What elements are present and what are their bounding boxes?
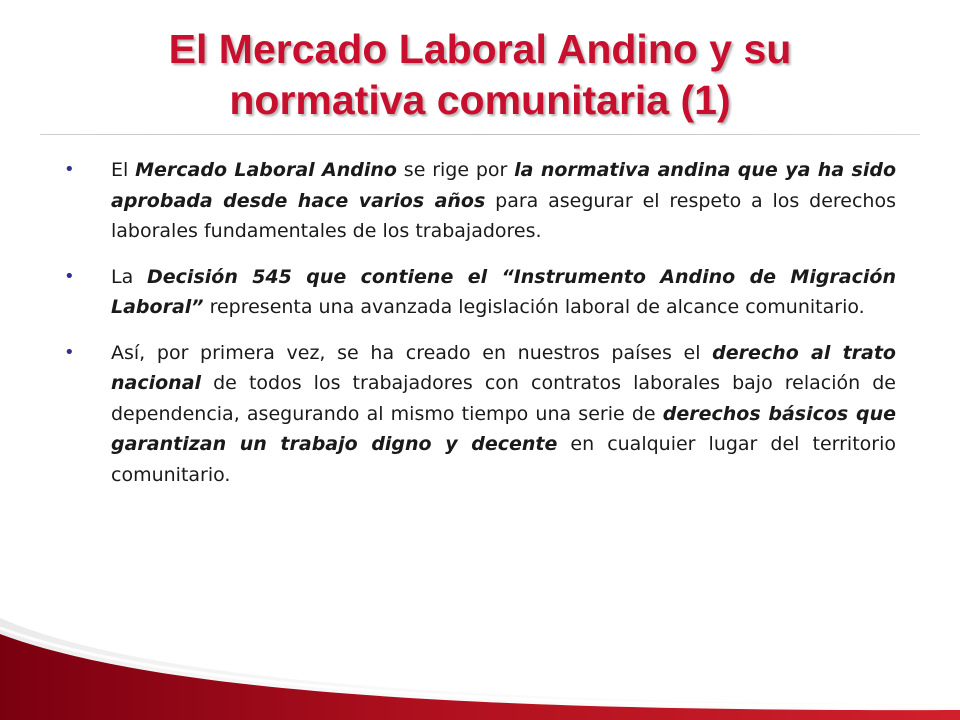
title-divider (40, 134, 920, 135)
bullet-item-3 (62, 338, 896, 491)
bullet-3-text: Así, por primera vez, se ha creado en nuestros países el (111, 341, 713, 364)
bullet-1-emphasis: la normativa andina que ya ha sido aprobada desde hace varios años (111, 159, 896, 212)
bullet-1-text: se rige por (396, 159, 515, 181)
title-line-2: normativa comunitaria (1) (229, 77, 731, 123)
footer-swoosh-decoration (0, 600, 960, 720)
title-line-1: El Mercado Laboral Andino y su (168, 26, 792, 72)
bullet-dot-icon: • (64, 265, 75, 287)
bullet-1-emphasis: Mercado Laboral Andino (135, 159, 397, 181)
bullet-2-text: La (111, 265, 148, 288)
bullet-dot-icon: • (64, 159, 75, 180)
bullet-3-text: de todos los trabajadores con contratos laborales bajo relación de dependencia, asegurando al mismo tiempo una serie de (111, 372, 896, 425)
bullet-2-emphasis: Decisión 545 que contiene el “Instrumento Andino de Migración Laboral” (111, 265, 896, 318)
bullet-1-text: para asegurar el respeto a los derechos laborales fundamentales de los trabajadores. (111, 189, 896, 242)
bullet-1-text: El (111, 159, 136, 181)
bullet-2-text: representa una avanzada legislación laboral de alcance comunitario. (203, 296, 865, 318)
bullet-3-emphasis: derecho al trato nacional (111, 341, 896, 394)
bullet-list (62, 155, 896, 505)
bullet-dot-icon: • (64, 341, 75, 363)
bullet-3-text: en cualquier lugar del territorio comunitario. (111, 433, 896, 486)
bullet-item-2 (62, 262, 896, 323)
bullet-3-emphasis: derechos básicos que garantizan un trabajo digno y decente (111, 402, 896, 455)
bullet-item-1 (62, 155, 896, 247)
slide-title (40, 24, 920, 126)
